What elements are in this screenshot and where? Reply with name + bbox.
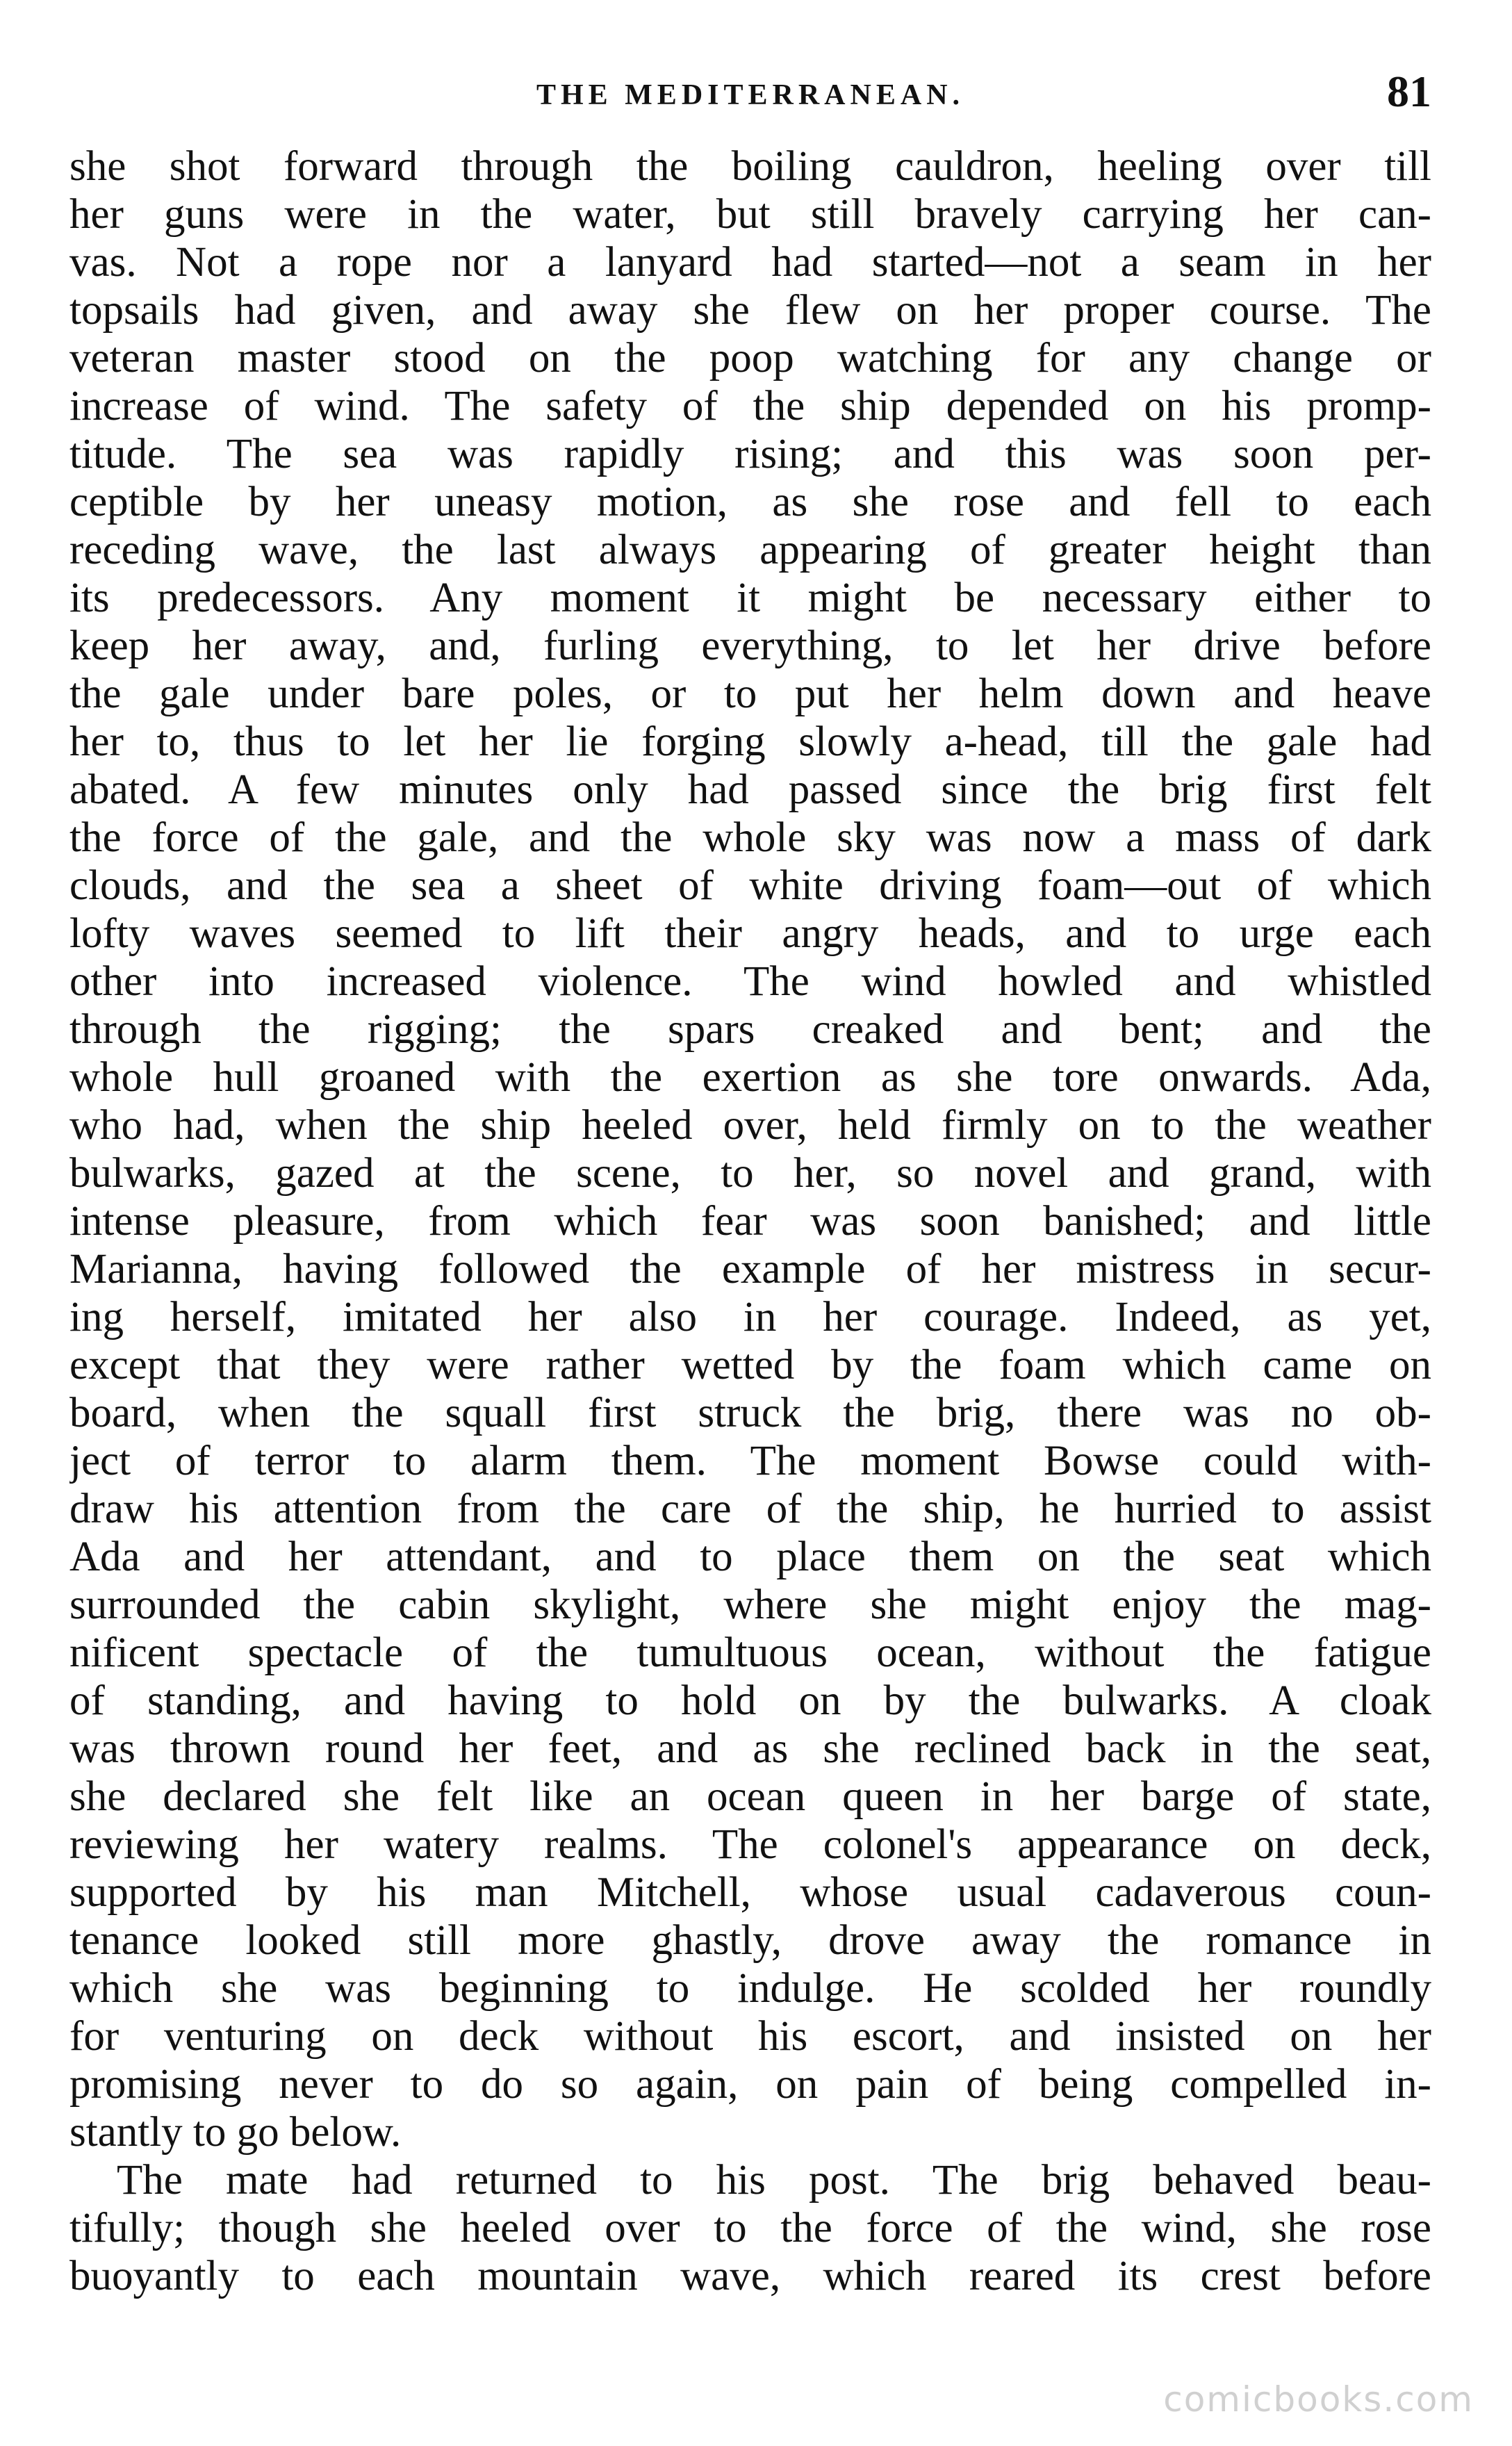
text-line: surrounded the cabin skylight, where she might enjoy the mag- xyxy=(69,1582,1431,1628)
text-line: bulwarks, gazed at the scene, to her, so novel and grand, with xyxy=(69,1150,1431,1197)
text-line: intense pleasure, from which fear was soon banished; and little xyxy=(69,1198,1431,1245)
text-line: the gale under bare poles, or to put her helm down and heave xyxy=(69,671,1431,717)
text-line: tenance looked still more ghastly, drove away the romance in xyxy=(69,1917,1431,1964)
text-line: she shot forward through the boiling cauldron, heeling over till xyxy=(69,143,1431,190)
paragraph-end-line: stantly to go below. xyxy=(69,2109,402,2156)
text-line: increase of wind. The safety of the ship depended on his promp- xyxy=(69,383,1431,429)
text-line: tifully; though she heeled over to the force of the wind, she rose xyxy=(69,2205,1431,2251)
text-line: her guns were in the water, but still bravely carrying her can- xyxy=(69,191,1431,238)
text-line: abated. A few minutes only had passed since the brig first felt xyxy=(69,766,1431,813)
text-line: whole hull groaned with the exertion as she tore onwards. Ada, xyxy=(69,1054,1431,1101)
text-line: topsails had given, and away she flew on her proper course. The xyxy=(69,287,1431,334)
text-line: buoyantly to each mountain wave, which reared its crest before xyxy=(69,2253,1431,2299)
watermark: comicbooks.com xyxy=(1163,2379,1474,2420)
page-header xyxy=(69,66,1431,122)
text-line: draw his attention from the care of the ship, he hurried to assist xyxy=(69,1486,1431,1532)
text-line: lofty waves seemed to lift their angry heads, and to urge each xyxy=(69,910,1431,957)
text-line: the force of the gale, and the whole sky was now a mass of dark xyxy=(69,814,1431,861)
paragraph-first-line: The mate had returned to his post. The brig behaved beau- xyxy=(117,2157,1431,2203)
text-line: veteran master stood on the poop watching for any change or xyxy=(69,335,1431,381)
text-line: which she was beginning to indulge. He scolded her roundly xyxy=(69,1965,1431,2012)
text-line: promising never to do so again, on pain of being compelled in- xyxy=(69,2061,1431,2108)
page-number: 81 xyxy=(1387,67,1431,116)
text-line: except that they were rather wetted by the foam which came on xyxy=(69,1342,1431,1388)
text-line: ceptible by her uneasy motion, as she rose and fell to each xyxy=(69,479,1431,525)
text-line: Ada and her attendant, and to place them on the seat which xyxy=(69,1534,1431,1580)
text-line: board, when the squall first struck the brig, there was no ob- xyxy=(69,1390,1431,1436)
text-line: for venturing on deck without his escort, and insisted on her xyxy=(69,2013,1431,2060)
text-line: her to, thus to let her lie forging slowly a-head, till the gale had xyxy=(69,719,1431,765)
text-line: titude. The sea was rapidly rising; and this was soon per- xyxy=(69,431,1431,477)
text-line: clouds, and the sea a sheet of white driving foam—out of which xyxy=(69,862,1431,909)
text-line: she declared she felt like an ocean queen in her barge of state, xyxy=(69,1773,1431,1820)
text-line: vas. Not a rope nor a lanyard had started—not a seam in her xyxy=(69,239,1431,286)
text-line: keep her away, and, furling everything, to let her drive before xyxy=(69,623,1431,669)
text-line: through the rigging; the spars creaked and bent; and the xyxy=(69,1006,1431,1053)
text-line: ject of terror to alarm them. The moment Bowse could with- xyxy=(69,1438,1431,1484)
text-line: supported by his man Mitchell, whose usual cadaverous coun- xyxy=(69,1869,1431,1916)
text-line: ing herself, imitated her also in her courage. Indeed, as yet, xyxy=(69,1294,1431,1340)
text-line: reviewing her watery realms. The colonel's appearance on deck, xyxy=(69,1821,1431,1868)
text-line: nificent spectacle of the tumultuous ocean, without the fatigue xyxy=(69,1630,1431,1676)
text-line: of standing, and having to hold on by the bulwarks. A cloak xyxy=(69,1677,1431,1724)
text-line: its predecessors. Any moment it might be necessary either to xyxy=(69,575,1431,621)
running-head: THE MEDITERRANEAN. xyxy=(536,79,965,111)
text-line: other into increased violence. The wind howled and whistled xyxy=(69,958,1431,1005)
text-line: receding wave, the last always appearing of greater height than xyxy=(69,527,1431,573)
text-line: was thrown round her feet, and as she reclined back in the seat, xyxy=(69,1725,1431,1772)
text-line: Marianna, having followed the example of her mistress in secur- xyxy=(69,1246,1431,1292)
body-text xyxy=(69,142,1431,2300)
text-line: who had, when the ship heeled over, held firmly on to the weather xyxy=(69,1102,1431,1149)
